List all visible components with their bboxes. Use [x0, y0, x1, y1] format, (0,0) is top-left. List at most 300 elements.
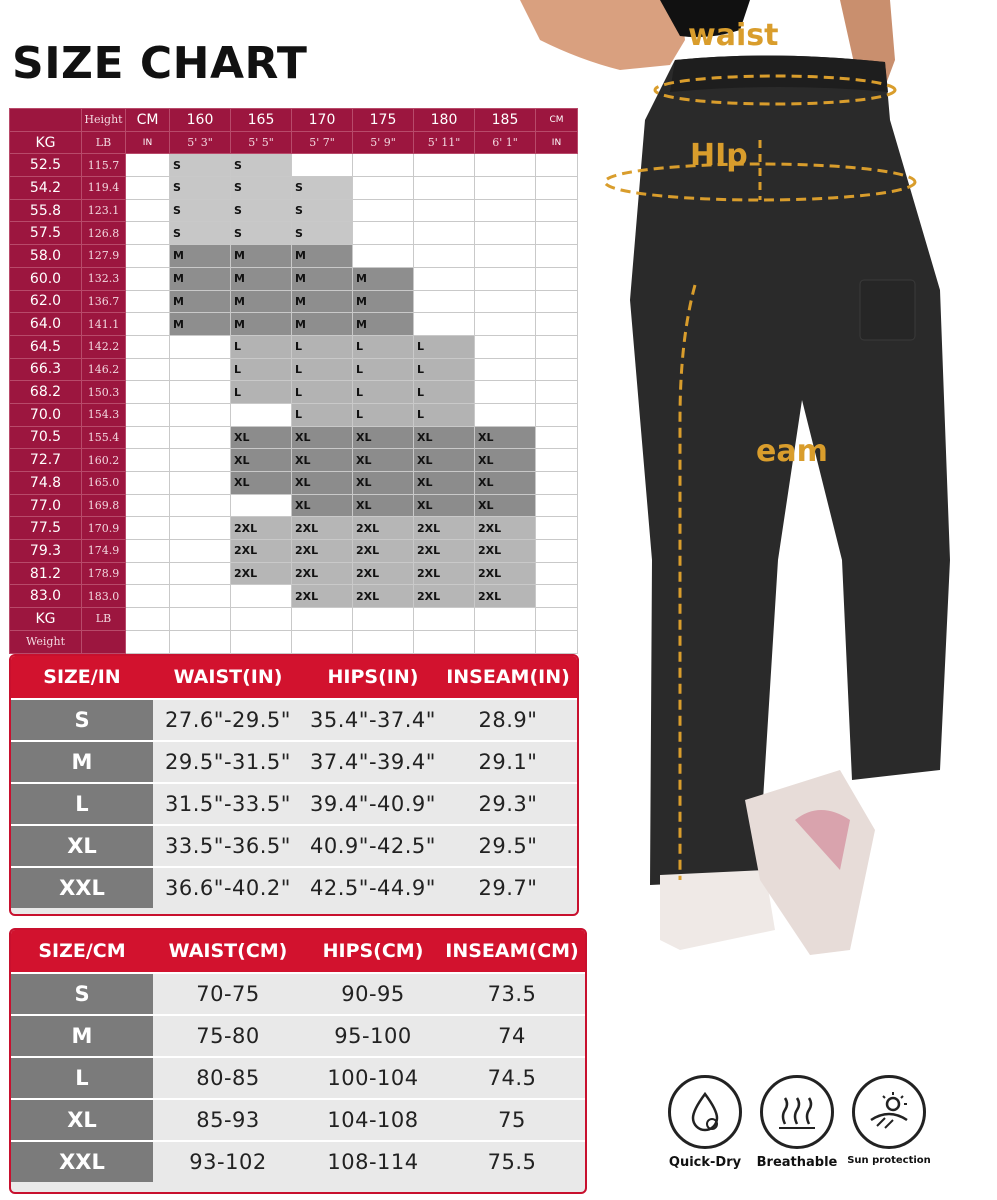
size-table-row — [11, 866, 577, 908]
feature-sun-protection — [844, 1075, 934, 1166]
size-table-size: M — [11, 742, 153, 782]
grid-size-cell — [414, 222, 475, 245]
grid-weight-kg: 72.7 — [10, 449, 82, 472]
grid-size-cell — [170, 381, 231, 404]
grid-size-cell: M — [353, 290, 414, 313]
size-table-size: XXL — [11, 868, 153, 908]
size-table-row — [11, 740, 577, 782]
grid-weight-kg: 57.5 — [10, 222, 82, 245]
size-table-hips: 108-114 — [327, 1150, 419, 1174]
grid-size-cell: S — [170, 177, 231, 200]
size-table-size: S — [11, 974, 153, 1014]
grid-height-in: 5' 7" — [292, 131, 353, 154]
grid-row — [10, 177, 578, 200]
grid-weight-kg: 64.5 — [10, 335, 82, 358]
inseam-label: eam — [756, 434, 828, 469]
grid-row — [10, 472, 578, 495]
grid-size-cell: XL — [231, 449, 292, 472]
grid-weight-kg: 83.0 — [10, 585, 82, 608]
grid-size-cell: 2XL — [292, 585, 353, 608]
grid-empty-cell — [126, 494, 170, 517]
grid-empty-cell — [126, 381, 170, 404]
size-table-size: L — [11, 784, 153, 824]
feature-label: Quick-Dry — [668, 1155, 742, 1170]
grid-size-cell: XL — [353, 426, 414, 449]
size-table-hips: 104-108 — [327, 1108, 419, 1132]
grid-weight-kg: 58.0 — [10, 245, 82, 268]
grid-height-label: Height — [82, 109, 126, 132]
grid-weight-lb: 136.7 — [82, 290, 126, 313]
grid-size-cell: XL — [231, 426, 292, 449]
grid-size-cell: M — [353, 267, 414, 290]
grid-kg-footer: KG — [10, 608, 82, 631]
size-table-waist: 29.5"-31.5" — [165, 750, 291, 774]
grid-size-cell: XL — [292, 449, 353, 472]
grid-size-cell: M — [170, 313, 231, 336]
grid-empty-cell — [126, 177, 170, 200]
grid-weight-kg: 55.8 — [10, 199, 82, 222]
size-table-hips: 42.5"-44.9" — [310, 876, 436, 900]
grid-weight-lb: 141.1 — [82, 313, 126, 336]
grid-row — [10, 381, 578, 404]
grid-empty-cell — [126, 630, 170, 653]
size-table-inseam: 29.5" — [478, 834, 538, 858]
grid-row — [10, 335, 578, 358]
grid-empty-cell — [126, 335, 170, 358]
size-table-inseam: 29.1" — [478, 750, 538, 774]
model-photo — [520, 0, 997, 980]
grid-size-cell: S — [292, 222, 353, 245]
grid-size-cell: M — [231, 290, 292, 313]
grid-row — [10, 403, 578, 426]
size-table-inseam: 73.5 — [487, 982, 537, 1006]
grid-weight-kg: 77.0 — [10, 494, 82, 517]
grid-size-cell: XL — [414, 449, 475, 472]
grid-size-cell — [170, 426, 231, 449]
grid-row — [10, 267, 578, 290]
grid-row — [10, 290, 578, 313]
size-table-centimeters — [9, 928, 587, 1194]
grid-row — [10, 199, 578, 222]
grid-empty-cell — [126, 154, 170, 177]
size-table-row — [11, 1056, 585, 1098]
pants-model-illustration — [520, 0, 997, 980]
grid-weight-kg: 64.0 — [10, 313, 82, 336]
size-table-header — [11, 656, 577, 698]
grid-weight-lb: 169.8 — [82, 494, 126, 517]
grid-size-cell — [353, 222, 414, 245]
grid-weight-lb: 126.8 — [82, 222, 126, 245]
column-header: WAIST(IN) — [173, 666, 283, 688]
size-table-size: XXL — [11, 1142, 153, 1182]
grid-weight-kg: 62.0 — [10, 290, 82, 313]
grid-height-cm: 185 — [475, 109, 536, 132]
grid-size-cell: 2XL — [414, 562, 475, 585]
grid-size-cell: 2XL — [353, 517, 414, 540]
size-table-waist: 33.5"-36.5" — [165, 834, 291, 858]
grid-size-cell: 2XL — [353, 585, 414, 608]
grid-size-cell: L — [353, 381, 414, 404]
grid-empty-cell — [414, 630, 475, 653]
grid-size-cell: M — [170, 290, 231, 313]
grid-size-cell: S — [292, 199, 353, 222]
grid-empty-cell — [126, 449, 170, 472]
grid-row — [10, 358, 578, 381]
grid-size-cell: L — [231, 381, 292, 404]
grid-weight-lb: 174.9 — [82, 540, 126, 563]
grid-size-cell: 2XL — [231, 562, 292, 585]
grid-weight-kg: 60.0 — [10, 267, 82, 290]
grid-size-cell — [414, 290, 475, 313]
grid-weight-lb: 123.1 — [82, 199, 126, 222]
size-table-row — [11, 698, 577, 740]
grid-size-cell: M — [292, 290, 353, 313]
grid-size-cell: 2XL — [475, 585, 536, 608]
feature-label: Sun protection — [847, 1155, 931, 1166]
grid-empty-cell — [126, 517, 170, 540]
grid-size-cell: 2XL — [414, 540, 475, 563]
grid-weight-kg: 77.5 — [10, 517, 82, 540]
grid-size-cell — [170, 585, 231, 608]
grid-size-cell: L — [292, 381, 353, 404]
grid-empty-cell — [126, 290, 170, 313]
grid-empty-cell — [292, 608, 353, 631]
grid-size-cell: 2XL — [231, 517, 292, 540]
grid-lb-footer: LB — [82, 608, 126, 631]
size-table-hips: 90-95 — [341, 982, 405, 1006]
grid-size-cell: 2XL — [475, 517, 536, 540]
size-table-row — [11, 1014, 585, 1056]
grid-size-cell — [231, 494, 292, 517]
grid-weight-kg: 79.3 — [10, 540, 82, 563]
grid-size-cell — [353, 245, 414, 268]
column-header: INSEAM(IN) — [446, 666, 570, 688]
grid-empty-cell — [126, 245, 170, 268]
grid-height-in: 6' 1" — [475, 131, 536, 154]
size-table-size: XL — [11, 1100, 153, 1140]
grid-size-cell: 2XL — [292, 517, 353, 540]
size-table-size: L — [11, 1058, 153, 1098]
grid-size-cell — [414, 267, 475, 290]
grid-height-in: 5' 5" — [231, 131, 292, 154]
size-table-waist: 31.5"-33.5" — [165, 792, 291, 816]
size-table-inseam: 74.5 — [487, 1066, 537, 1090]
grid-weight-lb: 154.3 — [82, 403, 126, 426]
grid-empty-cell — [414, 608, 475, 631]
size-table-hips: 37.4"-39.4" — [310, 750, 436, 774]
grid-cm-label: CM — [126, 109, 170, 132]
grid-size-cell: L — [292, 358, 353, 381]
grid-size-cell: XL — [353, 494, 414, 517]
grid-size-cell — [414, 154, 475, 177]
size-table-inseam: 75.5 — [487, 1150, 537, 1174]
grid-weight-kg: 81.2 — [10, 562, 82, 585]
size-table-row — [11, 1098, 585, 1140]
grid-size-cell: L — [353, 335, 414, 358]
grid-size-cell: S — [231, 154, 292, 177]
grid-size-cell — [170, 540, 231, 563]
grid-weight-lb: 178.9 — [82, 562, 126, 585]
grid-size-cell: M — [292, 267, 353, 290]
grid-size-cell: 2XL — [353, 540, 414, 563]
column-header: HIPS(IN) — [327, 666, 419, 688]
grid-height-cm: 160 — [170, 109, 231, 132]
grid-size-cell: XL — [414, 494, 475, 517]
water-drop-icon — [668, 1075, 742, 1149]
grid-row — [10, 313, 578, 336]
size-table-waist: 93-102 — [189, 1150, 267, 1174]
grid-weight-lb: 183.0 — [82, 585, 126, 608]
grid-empty-cell — [231, 630, 292, 653]
grid-kg-label: KG — [10, 131, 82, 154]
grid-size-cell — [170, 449, 231, 472]
feature-breathable — [752, 1075, 842, 1170]
grid-weight-lb: 150.3 — [82, 381, 126, 404]
size-table-header — [11, 930, 585, 972]
grid-in-label: IN — [126, 131, 170, 154]
grid-empty-cell — [126, 426, 170, 449]
grid-row — [10, 562, 578, 585]
grid-weight-lb: 160.2 — [82, 449, 126, 472]
grid-row — [10, 222, 578, 245]
size-table-size: XL — [11, 826, 153, 866]
grid-size-cell: S — [170, 222, 231, 245]
grid-size-cell: L — [414, 381, 475, 404]
grid-corner-blank — [10, 109, 82, 132]
grid-empty-cell — [126, 608, 170, 631]
grid-size-cell — [414, 245, 475, 268]
grid-size-cell — [170, 562, 231, 585]
grid-size-cell — [170, 358, 231, 381]
grid-size-cell — [231, 403, 292, 426]
grid-row — [10, 449, 578, 472]
grid-size-cell: L — [231, 358, 292, 381]
grid-empty-cell — [126, 585, 170, 608]
grid-size-cell: L — [353, 358, 414, 381]
size-table-hips: 95-100 — [334, 1024, 412, 1048]
grid-size-cell: S — [170, 154, 231, 177]
grid-size-cell: 2XL — [475, 562, 536, 585]
feature-label: Breathable — [756, 1155, 838, 1170]
grid-height-in: 5' 9" — [353, 131, 414, 154]
feature-quick-dry — [660, 1075, 750, 1170]
grid-weight-kg: 70.5 — [10, 426, 82, 449]
grid-empty-cell — [353, 630, 414, 653]
grid-weight-lb: 127.9 — [82, 245, 126, 268]
grid-weight-lb: 115.7 — [82, 154, 126, 177]
grid-row — [10, 585, 578, 608]
size-table-row — [11, 1140, 585, 1182]
grid-weight-kg: 54.2 — [10, 177, 82, 200]
grid-height-cm: 170 — [292, 109, 353, 132]
grid-weight-kg: 66.3 — [10, 358, 82, 381]
grid-weight-lb: 146.2 — [82, 358, 126, 381]
grid-row — [10, 540, 578, 563]
grid-size-cell: S — [231, 177, 292, 200]
grid-size-cell: XL — [231, 472, 292, 495]
grid-height-in: 5' 11" — [414, 131, 475, 154]
size-table-size: S — [11, 700, 153, 740]
size-table-row — [11, 972, 585, 1014]
size-table-hips: 100-104 — [327, 1066, 419, 1090]
grid-size-cell: XL — [414, 426, 475, 449]
grid-weight-kg: 70.0 — [10, 403, 82, 426]
size-table-hips: 39.4"-40.9" — [310, 792, 436, 816]
grid-size-cell: 2XL — [292, 562, 353, 585]
grid-size-cell: M — [170, 245, 231, 268]
grid-size-cell — [170, 517, 231, 540]
grid-row — [10, 154, 578, 177]
grid-row — [10, 245, 578, 268]
size-table-inseam: 28.9" — [478, 708, 538, 732]
grid-empty-cell — [126, 199, 170, 222]
size-table-waist: 27.6"-29.5" — [165, 708, 291, 732]
grid-size-cell: M — [292, 245, 353, 268]
size-table-inseam: 29.3" — [478, 792, 538, 816]
grid-size-cell: XL — [292, 472, 353, 495]
size-table-inseam: 29.7" — [478, 876, 538, 900]
grid-size-cell: 2XL — [353, 562, 414, 585]
grid-size-cell: XL — [475, 472, 536, 495]
grid-size-cell — [414, 177, 475, 200]
size-table-size: M — [11, 1016, 153, 1056]
grid-weight-lb: 119.4 — [82, 177, 126, 200]
grid-size-cell: XL — [292, 426, 353, 449]
grid-weight-lb: 155.4 — [82, 426, 126, 449]
size-table-waist: 36.6"-40.2" — [165, 876, 291, 900]
grid-size-cell: M — [292, 313, 353, 336]
grid-weight-lb: 165.0 — [82, 472, 126, 495]
grid-size-cell: L — [414, 335, 475, 358]
size-table-inches — [9, 654, 579, 916]
size-table-inseam: 75 — [498, 1108, 526, 1132]
grid-size-cell: 2XL — [475, 540, 536, 563]
column-header: WAIST(CM) — [168, 940, 288, 962]
grid-empty-cell — [126, 403, 170, 426]
size-table-waist: 85-93 — [196, 1108, 260, 1132]
grid-empty-cell — [82, 630, 126, 653]
grid-row — [10, 494, 578, 517]
hip-label: HIp — [690, 138, 748, 173]
grid-size-cell: XL — [475, 426, 536, 449]
grid-size-cell: L — [353, 403, 414, 426]
column-header: HIPS(CM) — [322, 940, 424, 962]
grid-size-cell — [414, 313, 475, 336]
grid-cm-right: CM — [536, 109, 578, 132]
grid-size-cell: S — [170, 199, 231, 222]
grid-size-cell: M — [353, 313, 414, 336]
grid-row — [10, 426, 578, 449]
grid-weight-footer: Weight — [10, 630, 82, 653]
grid-size-cell — [170, 472, 231, 495]
grid-empty-cell — [170, 608, 231, 631]
weight-height-size-grid — [9, 108, 578, 654]
grid-size-cell: XL — [353, 472, 414, 495]
grid-weight-kg: 52.5 — [10, 154, 82, 177]
grid-size-cell — [292, 154, 353, 177]
grid-height-in: 5' 3" — [170, 131, 231, 154]
grid-size-cell: L — [231, 335, 292, 358]
grid-weight-lb: 170.9 — [82, 517, 126, 540]
grid-size-cell — [170, 403, 231, 426]
grid-size-cell: XL — [475, 494, 536, 517]
grid-size-cell: XL — [414, 472, 475, 495]
grid-height-cm: 165 — [231, 109, 292, 132]
size-table-waist: 80-85 — [196, 1066, 260, 1090]
grid-empty-cell — [126, 472, 170, 495]
grid-size-cell: L — [292, 403, 353, 426]
size-table-hips: 35.4"-37.4" — [310, 708, 436, 732]
grid-size-cell: S — [292, 177, 353, 200]
grid-in-right: IN — [536, 131, 578, 154]
grid-size-cell: L — [414, 358, 475, 381]
grid-empty-cell — [170, 630, 231, 653]
grid-size-cell: L — [292, 335, 353, 358]
grid-size-cell — [353, 199, 414, 222]
grid-empty-cell — [126, 358, 170, 381]
size-table-row — [11, 782, 577, 824]
grid-size-cell — [353, 154, 414, 177]
grid-empty-cell — [353, 608, 414, 631]
grid-height-cm: 180 — [414, 109, 475, 132]
grid-weight-lb: 132.3 — [82, 267, 126, 290]
grid-size-cell — [414, 199, 475, 222]
grid-empty-cell — [126, 313, 170, 336]
grid-size-cell: S — [231, 222, 292, 245]
column-header: SIZE/CM — [38, 940, 126, 962]
column-header: SIZE/IN — [43, 666, 121, 688]
grid-row — [10, 517, 578, 540]
grid-empty-cell — [292, 630, 353, 653]
sun-protection-icon — [852, 1075, 926, 1149]
grid-size-cell: 2XL — [414, 585, 475, 608]
grid-empty-cell — [126, 562, 170, 585]
breathable-waves-icon — [760, 1075, 834, 1149]
grid-empty-cell — [126, 540, 170, 563]
grid-size-cell — [353, 177, 414, 200]
grid-empty-cell — [126, 267, 170, 290]
grid-size-cell: M — [231, 267, 292, 290]
grid-size-cell — [170, 494, 231, 517]
column-header: INSEAM(CM) — [445, 940, 579, 962]
grid-size-cell: XL — [475, 449, 536, 472]
grid-weight-lb: 142.2 — [82, 335, 126, 358]
grid-weight-kg: 68.2 — [10, 381, 82, 404]
grid-size-cell: M — [231, 245, 292, 268]
grid-size-cell: 2XL — [231, 540, 292, 563]
grid-lb-label: LB — [82, 131, 126, 154]
size-table-waist: 75-80 — [196, 1024, 260, 1048]
grid-empty-cell — [126, 222, 170, 245]
grid-size-cell — [231, 585, 292, 608]
grid-empty-cell — [231, 608, 292, 631]
grid-size-cell: XL — [353, 449, 414, 472]
size-table-hips: 40.9"-42.5" — [310, 834, 436, 858]
grid-size-cell: 2XL — [414, 517, 475, 540]
grid-height-cm: 175 — [353, 109, 414, 132]
grid-size-cell: L — [414, 403, 475, 426]
page-title: SIZE CHART — [12, 38, 308, 89]
waist-label: waist — [688, 18, 779, 53]
size-table-row — [11, 824, 577, 866]
grid-size-cell — [170, 335, 231, 358]
grid-size-cell: XL — [292, 494, 353, 517]
grid-size-cell: M — [231, 313, 292, 336]
size-table-inseam: 74 — [498, 1024, 526, 1048]
grid-size-cell: 2XL — [292, 540, 353, 563]
grid-size-cell: M — [170, 267, 231, 290]
grid-weight-kg: 74.8 — [10, 472, 82, 495]
